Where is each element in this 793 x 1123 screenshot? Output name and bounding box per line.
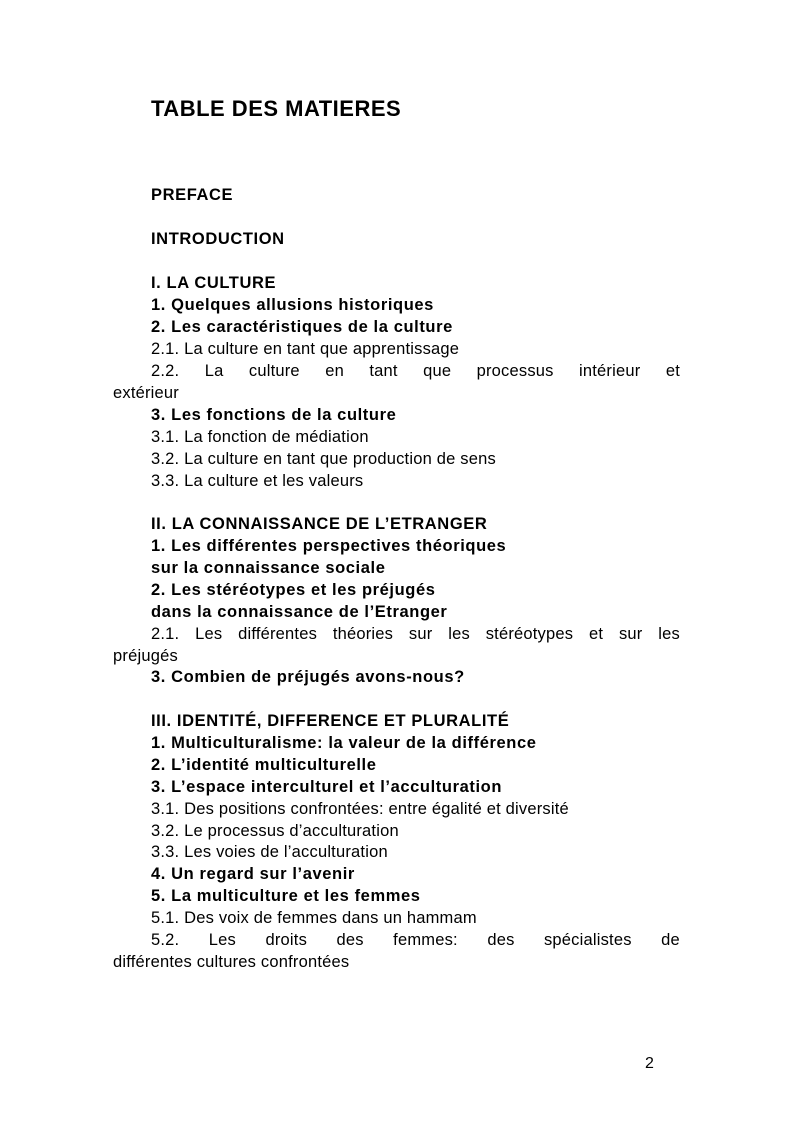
toc-word: tant (369, 362, 398, 380)
toc-part3-section5-2-continued: différentes cultures confrontées (113, 953, 350, 971)
toc-part2-section2-1-continued: préjugés (113, 647, 178, 665)
toc-part3-section3-2: 3.2. Le processus d’acculturation (151, 822, 399, 840)
toc-part3-section3: 3. L’espace interculturel et l’acculturation (151, 778, 503, 796)
toc-part2-section2-1 (151, 623, 680, 645)
toc-part1-section3-2: 3.2. La culture en tant que production de sens (151, 450, 496, 468)
toc-part1-section3: 3. Les fonctions de la culture (151, 406, 397, 424)
toc-part3-section3-1: 3.1. Des positions confrontées: entre égalité et diversité (151, 800, 569, 818)
toc-part3-heading: III. IDENTITÉ, DIFFERENCE ET PLURALITÉ (151, 712, 510, 730)
toc-word: théories (332, 625, 394, 643)
toc-word: et (589, 625, 604, 643)
toc-word: des (336, 931, 364, 949)
toc-part3-section5-2 (151, 929, 680, 951)
toc-part1-section2-1: 2.1. La culture en tant que apprentissage (151, 340, 460, 358)
toc-part2-heading: II. LA CONNAISSANCE DE L’ETRANGER (151, 515, 488, 533)
toc-part3-section4: 4. Un regard sur l’avenir (151, 865, 355, 883)
toc-word: processus (476, 362, 554, 380)
toc-word: différentes (238, 625, 318, 643)
toc-part2-section1: 1. Les différentes perspectives théoriques (151, 537, 507, 555)
toc-word: 2.2. (151, 362, 180, 380)
toc-word: spécialistes (543, 931, 632, 949)
toc-word: les (658, 625, 680, 643)
toc-part1-section1: 1. Quelques allusions historiques (151, 296, 434, 314)
page-number: 2 (645, 1055, 654, 1072)
toc-word: culture (248, 362, 300, 380)
toc-part3-section5: 5. La multiculture et les femmes (151, 887, 421, 905)
toc-part1-section2: 2. Les caractéristiques de la culture (151, 318, 453, 336)
toc-word: que (423, 362, 452, 380)
toc-part3-section3-3: 3.3. Les voies de l’acculturation (151, 843, 388, 861)
toc-word: droits (265, 931, 308, 949)
toc-word: La (204, 362, 224, 380)
page-title: TABLE DES MATIERES (151, 96, 402, 121)
toc-part1-section2-2-continued: extérieur (113, 384, 179, 402)
toc-part2-section2-line2: dans la connaissance de l’Etranger (151, 603, 448, 621)
toc-part2-section3: 3. Combien de préjugés avons-nous? (151, 668, 465, 686)
toc-part1-section2-2 (151, 360, 680, 382)
toc-word: 5.2. (151, 931, 180, 949)
toc-word: sur (408, 625, 433, 643)
toc-word: de (661, 931, 680, 949)
toc-part3-section5-1: 5.1. Des voix de femmes dans un hammam (151, 909, 477, 927)
toc-word: femmes: (393, 931, 458, 949)
toc-word: et (665, 362, 680, 380)
toc-word: les (448, 625, 470, 643)
toc-part1-section3-3: 3.3. La culture et les valeurs (151, 472, 364, 490)
toc-word: Les (208, 931, 236, 949)
toc-part1-section3-1: 3.1. La fonction de médiation (151, 428, 369, 446)
toc-word: 2.1. (151, 625, 180, 643)
toc-word: stéréotypes (485, 625, 574, 643)
toc-word: intérieur (579, 362, 641, 380)
toc-introduction: INTRODUCTION (151, 230, 285, 248)
toc-part3-section1: 1. Multiculturalisme: la valeur de la différence (151, 734, 537, 752)
toc-word: sur (618, 625, 643, 643)
toc-part1-heading: I. LA CULTURE (151, 274, 277, 292)
toc-preface: PREFACE (151, 186, 234, 204)
toc-part2-section1-line2: sur la connaissance sociale (151, 559, 386, 577)
toc-word: en (325, 362, 344, 380)
toc-part2-section2: 2. Les stéréotypes et les préjugés (151, 581, 436, 599)
toc-part3-section2: 2. L’identité multiculturelle (151, 756, 377, 774)
toc-word: des (487, 931, 515, 949)
toc-word: Les (195, 625, 223, 643)
